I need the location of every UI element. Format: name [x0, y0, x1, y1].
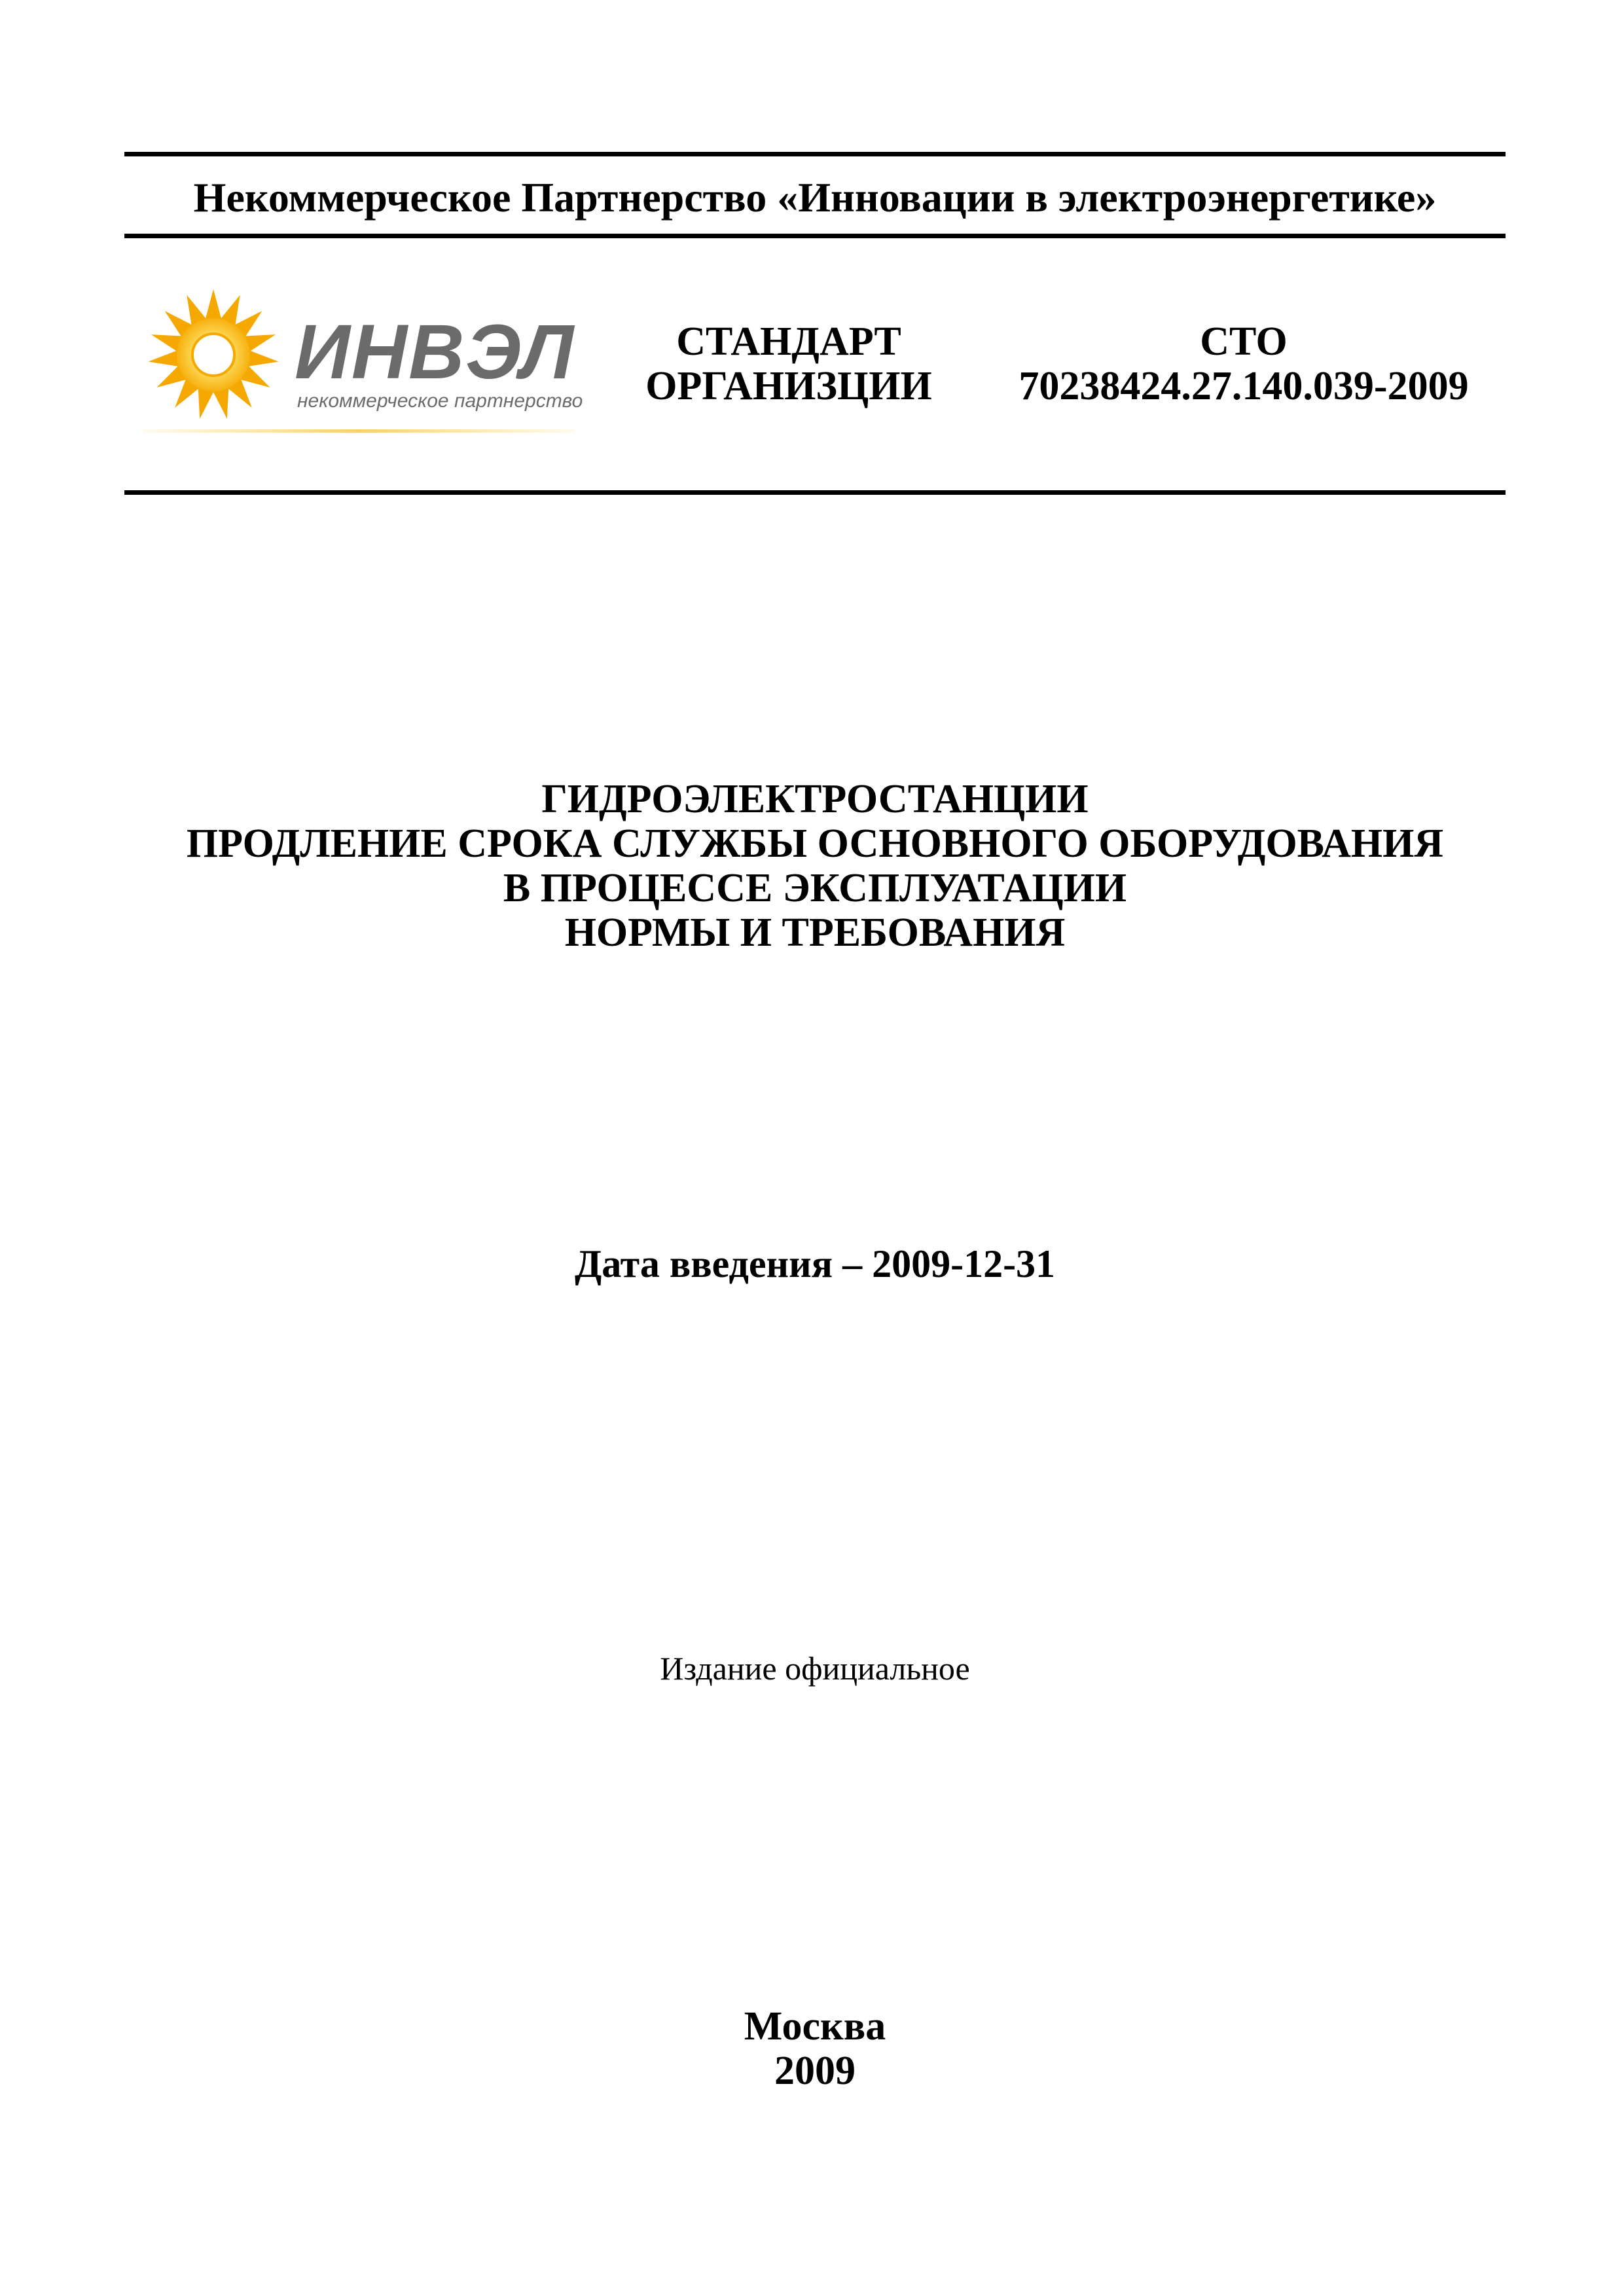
invel-logo — [143, 281, 588, 445]
header-bottom-rule — [124, 234, 1506, 238]
standard-code — [995, 319, 1492, 408]
edition-label: Издание официальное — [660, 1650, 970, 1687]
introduction-date: Дата введения – 2009-12-31 — [574, 1242, 1056, 1285]
svg-text:ИНВЭЛ: ИНВЭЛ — [295, 309, 575, 395]
title-line: В ПРОЦЕССЕ ЭКСПЛУАТАЦИИ — [503, 866, 1127, 910]
publication-place-year — [124, 2004, 1506, 2093]
sun-icon — [147, 289, 280, 421]
logo-graphic — [143, 281, 588, 445]
svg-text:некоммерческое партнерство: некоммерческое партнерство — [297, 390, 583, 412]
organization-title: Некоммерческое Партнерство «Инновации в электроэнергетике» — [193, 174, 1437, 221]
top-rule — [124, 152, 1506, 156]
header-block-bottom-rule — [124, 490, 1506, 495]
title-line: НОРМЫ И ТРЕБОВАНИЯ — [564, 910, 1066, 955]
title-line: ГИДРОЭЛЕКТРОСТАНЦИИ — [541, 777, 1089, 821]
wordmark-text — [295, 309, 583, 412]
publication-year: 2009 — [774, 2049, 856, 2093]
logo-underline — [143, 429, 575, 433]
publication-city: Москва — [744, 2004, 886, 2049]
standard-type-line1: СТАНДАРТ — [676, 319, 901, 364]
title-line: ПРОДЛЕНИЕ СРОКА СЛУЖБЫ ОСНОВНОГО ОБОРУДОВАНИЯ — [186, 821, 1444, 866]
standard-type-line2: ОРГАНИЗЦИИ — [645, 364, 932, 408]
standard-code-line1: СТО — [1200, 319, 1288, 364]
standard-code-line2: 70238424.27.140.039-2009 — [1019, 364, 1469, 408]
document-title — [124, 777, 1506, 955]
standard-type — [628, 319, 949, 408]
